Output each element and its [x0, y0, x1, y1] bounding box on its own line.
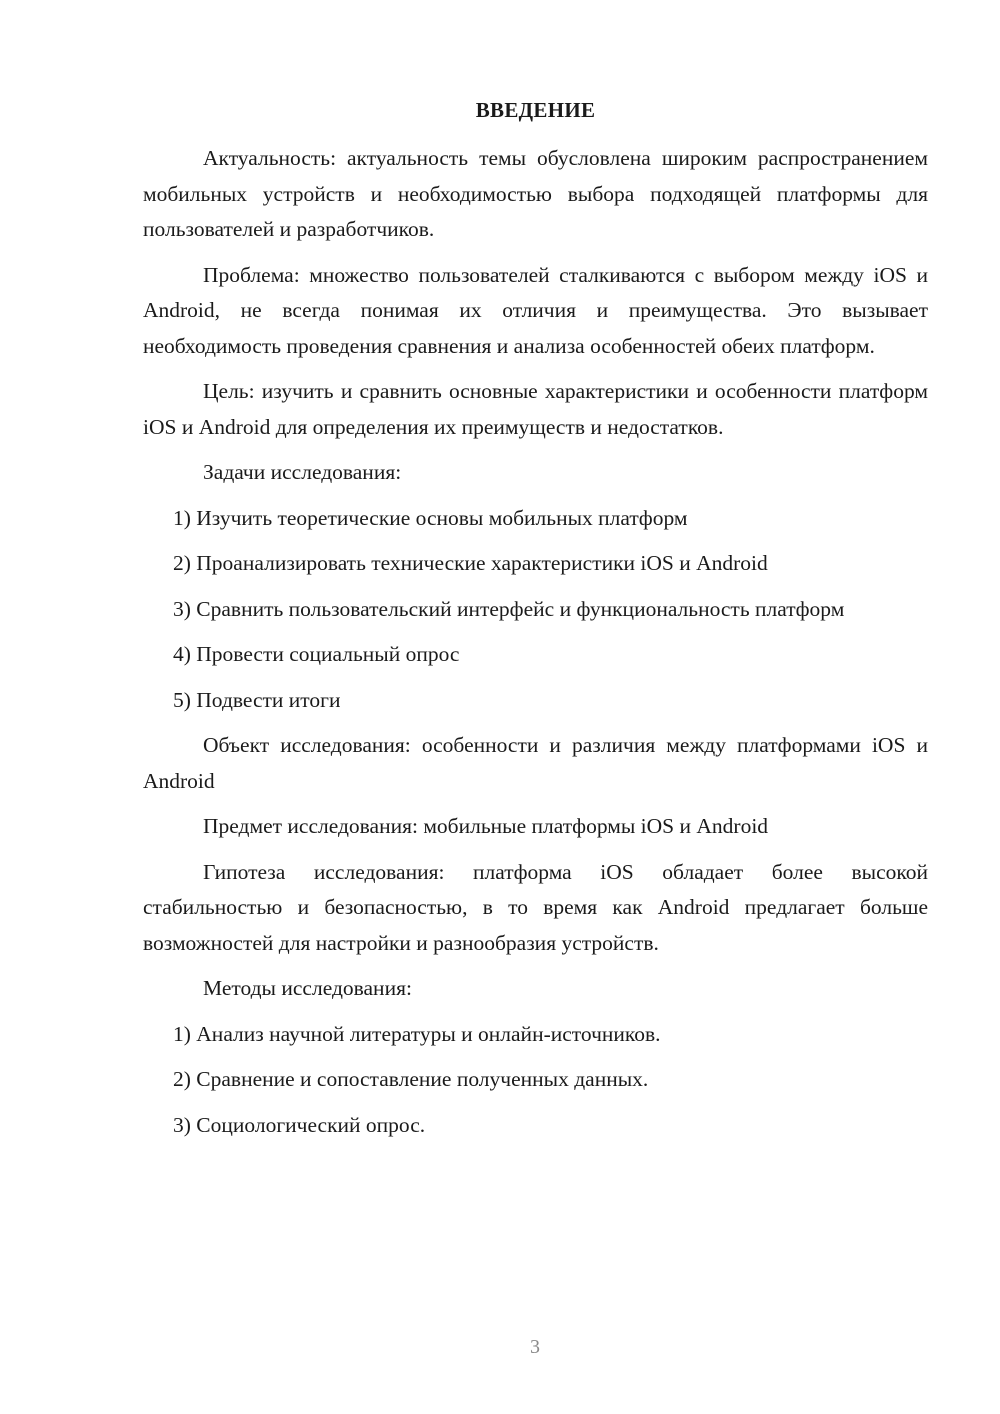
problem-paragraph: Проблема: множество пользователей сталкиваются с выбором между iOS и Android, не всегда понимая их отличия и преимущества. Это вызывает необходимость проведения сравнения и анализа особенностей обеих платформ.	[143, 262, 928, 358]
method-item: 1) Анализ научной литературы и онлайн-источников.	[173, 1021, 661, 1046]
task-item: 5) Подвести итоги	[173, 687, 341, 712]
method-item: 2) Сравнение и сопоставление полученных данных.	[173, 1067, 649, 1091]
task-item: 2) Проанализировать технические характеристики iOS и Android	[173, 551, 768, 575]
page-title: ВВЕДЕНИЕ	[475, 98, 596, 122]
page-number: 3	[530, 1336, 540, 1358]
task-item: 3) Сравнить пользовательский интерфейс и функциональность платформ	[173, 596, 845, 621]
task-item: 4) Провести социальный опрос	[173, 642, 460, 666]
task-item: 1) Изучить теоретические основы мобильных платформ	[173, 505, 688, 530]
document-body	[143, 94, 928, 1153]
method-item: 3) Социологический опрос.	[173, 1112, 426, 1137]
object-paragraph: Объект исследования: особенности и различия между платформами iOS и Android	[143, 733, 928, 793]
relevance-paragraph: Актуальность: актуальность темы обусловлена широким распространением мобильных устройств и необходимостью выбора подходящей платформы для пользователей и разработчиков.	[143, 146, 928, 241]
tasks-heading: Задачи исследования:	[203, 460, 402, 484]
subject-paragraph: Предмет исследования: мобильные платформы iOS и Android	[203, 814, 769, 838]
hypothesis-paragraph: Гипотеза исследования: платформа iOS обладает более высокой стабильностью и безопасностью, в то время как Android предлагает больше возможностей для настройки и разнообразия устройств.	[143, 859, 928, 955]
goal-paragraph: Цель: изучить и сравнить основные характеристики и особенности платформ iOS и Android для определения их преимуществ и недостатков.	[143, 379, 928, 439]
methods-heading: Методы исследования:	[203, 976, 412, 1000]
